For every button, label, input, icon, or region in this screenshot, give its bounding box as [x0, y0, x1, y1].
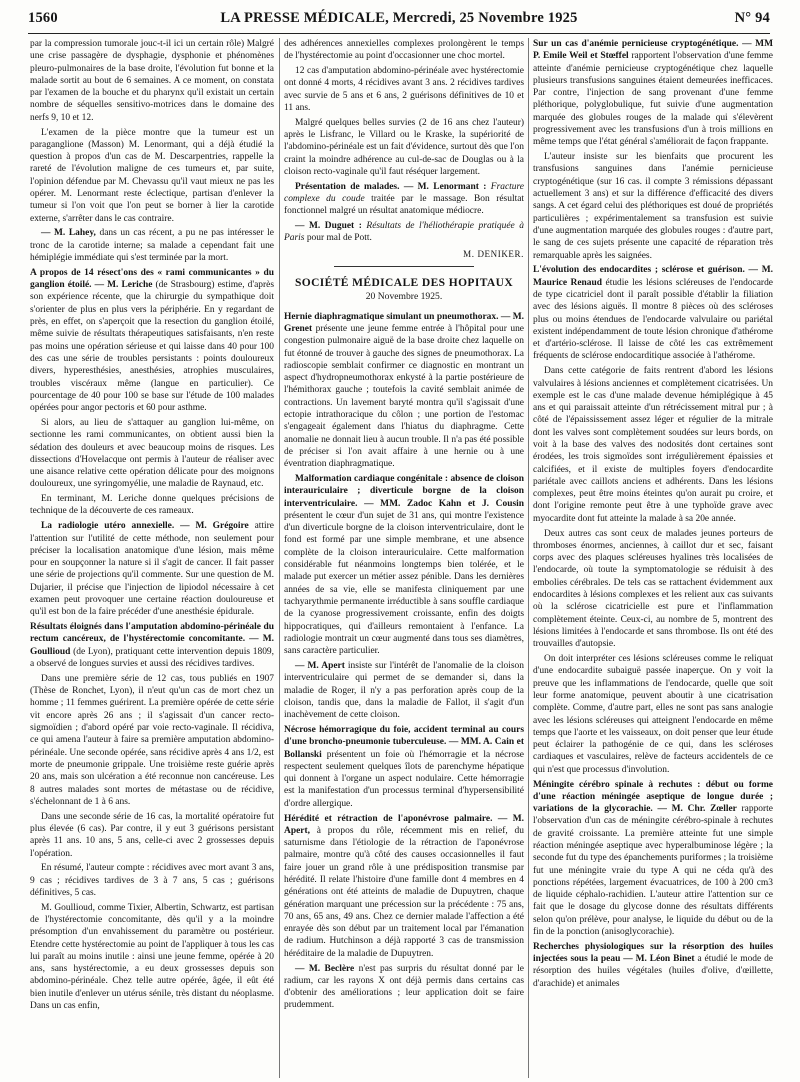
paragraph — [284, 311, 524, 471]
paragraph-text: Malgré quelques belles survies (2 de 16 ans chez l'auteur) après le Lisfranc, le Villard ou le Kraske, la supériorité de l'abdomino-périnéale est un fait d'évidence, surtout dès que l'on craint la moindre adhérence au cul-de-sac de Douglas ou à la cloison recto-vaginale qu'il faut réséquer largement. — [284, 117, 524, 177]
paragraph — [30, 38, 274, 124]
paragraph-text: Si alors, au lieu de s'attaquer au ganglion lui-même, on sectionne les rami communicantes, on obtient aussi bien la sédation des douleurs et avec beaucoup moins de risques. Les dissections d'Hovelacque ont permis à l'auteur de réaliser avec une aisance relative cette opération délicate pour des moignons douloureux, une syringomyélie, une maladie de Raynaud, etc. — [30, 417, 274, 490]
paragraph — [533, 653, 773, 776]
journal-title: LA PRESSE MÉDICALE, Mercredi, 25 Novembre 1925 — [220, 10, 578, 26]
paragraph-text: étudie les lésions scléreuses de l'endocarde de type cicatriciel dont il paraît possible d'établir la filiation avec des lésions aiguës. Il montre 8 pièces où des scléroses plus ou moins étendues de l'endocarde valvulaire ou pariétal existent indépendamment de toute lésion chronique d'athérome et d'artério-sclérose. Il laisse de côté les cas extrêmement fréquents de sclérose endocarditique associée à l'athérome. — [533, 277, 773, 362]
paragraph-italic: Fracture complexe du coude — [284, 181, 524, 205]
paragraph-text: présente une jeune femme entrée à l'hôpital pour une congestion pulmonaire aiguë de la base droite chez laquelle on fut étonné de trouver à gauche des signes de pneumothorax. La radioscopie semblait confirmer ce diagnostic en montrant un aspect d'hydropneumothorax enkysté à la partie postérieure de l'hémithorax gauche ; toutefois la cavité semblait animée de contractions. Un lavement baryté montra qu'il s'agissait d'une ectopie intrathoracique du côlon ; une portion de l'estomac s'engageait également dans l'hiatus du diaphragme. Cette anomalie ne donnait lieu à aucun trouble. Il n'a pas été possible de préciser si l'on avait affaire à une hernie ou à une éventration diaphragmatique. — [284, 323, 524, 470]
paragraph — [284, 813, 524, 961]
column-middle — [284, 38, 524, 1078]
header-rule — [28, 33, 770, 34]
paragraph-text: n'est pas surpris du résultat donné par le radium, car les rayons X ont déjà permis dans certains cas d'obtenir des améliorations ; leur application doit se faire prudemment. — [284, 963, 524, 1011]
paragraph-heading: La radiologie utéro annexielle. — M. Grégoire — [41, 521, 249, 532]
paragraph-text: traitée par le massage. Bon résultat fonctionnel malgré un résultat anatomique médiocre. — [284, 194, 524, 217]
paragraph — [30, 673, 274, 808]
paragraph — [30, 520, 274, 618]
paragraph — [533, 151, 773, 262]
column-divider — [279, 38, 280, 1078]
paragraph — [533, 264, 773, 362]
paragraph — [284, 473, 524, 657]
paragraph — [284, 181, 524, 218]
paragraph-heading: Présentation de malades. — M. Lenormant : — [295, 181, 487, 192]
paragraph-heading: — M. Lahey, — [41, 228, 96, 239]
paragraph-heading: Hérédité et rétraction de l'aponévrose palmaire. — M. Apert, — [284, 813, 524, 836]
paragraph-text: M. Goullioud, comme Tixier, Albertin, Schwartz, est partisan de l'hystérectomie concomitante, dès qu'il y a la moindre présomption d'un envahissement du paramètre ou postérieur. Etendre cette hystérectomie au point de l'appliquer à tous les cas lui paraît au moins inutile : ainsi une jeune femme, opérée à 20 ans, sans hystérectomie, a eu deux grossesses depuis son abdomino-périnéale. Chez telle autre opérée, âgée, il eût été bien inutile d'enlever un utérus sénile, très distant du néoplasme. Dans un cas enfin, — [30, 902, 274, 1012]
paragraph-text: par la compression tumorale jouc-t-il ici un certain rôle) Malgré une crise passagère de dysphagie, dysphonie et phénomènes pleuro-pulmonaires de la base droite, l'évolution fut bonne et la malade sortit au bout de 6 semaines. A ce moment, on constata par l'examen de la bouche et du pharynx qu'il existait un certain nombre de séquelles sensitivo-motrices dans le domaine des nerfs 9, 10 et 12. — [30, 39, 274, 123]
paragraph-text: rapporte l'observation d'un cas de méningite cérébro-spinale à rechutes de gravité croissante. La première atteinte fut une simple réaction méningée aseptique avec hyperalbuminose légère ; la seconde fut du type des épanchements puriformes ; la troisième fut une méningite vraie du type A qui ne céda qu'à des ponctions répétées, largement évacuatrices, de 100 à 200 cm3 de liquide céphalo-rachidien. L'auteur attire l'attention sur ce fait que le dosage du glycose donne des résultats différents selon qu'on prélève, pour analyse, le liquide du début ou de la fin de la ponction (anisoglycorachie). — [533, 804, 773, 938]
paragraph — [30, 902, 274, 1013]
column-right — [533, 38, 773, 1078]
section-rule — [334, 266, 474, 267]
paragraph — [284, 117, 524, 178]
paragraph-text: (de Lyon), pratiquant cette intervention depuis 1809, a observé de longues survies et aussi des récidives tardives. — [30, 646, 274, 670]
paragraph-text: En résumé, l'auteur compte : récidives avec mort avant 3 ans, 9 cas ; récidives tardives de 3 à 7 ans, 5 cas ; guérisons définitives, 5 cas. — [30, 863, 274, 898]
paragraph — [30, 227, 274, 264]
paragraph — [30, 267, 274, 415]
paragraph — [30, 621, 274, 670]
paragraph-text: (de Strasbourg) estime, d'après son expérience récente, que la chirurgie du sympathique doit s'orienter de plus en plus vers la périphérie. En y regardant de près, en effet, on s'aperçoit que la resection du ganglion étoilé, même suivie de résultats thérapeutiques satisfaisants, n'en reste pas moins une opération sérieuse et qui laisse dans 40 pour 100 des cas une série de troubles persistants : points douloureux divers, hyperesthésies, anesthésies, atrophies musculaires, troubles viscéraux même (langue en particulier). Ce pourcentage de 40 pour 100 se base sur l'étude de 100 malades opérées pour angor pectoris et 60 pour asthme. — [30, 280, 274, 414]
paragraph-text: rapportent l'observation d'une femme atteinte d'anémie pernicieuse cryptogénétique chez laquelle plusieurs transfusions sanguines étaient demeurées inefficaces. Par contre, l'injection de sang provenant d'une femme pléthorique, polyglobulique, fut suivie d'une augmentation marquée des globules rouges de la malade qui s'élevèrent progressivement avec les transfusions d'un à trois millions en même temps que l'état général s'améliorait de façon frappante. — [533, 51, 773, 148]
paragraph-text: pour mal de Pott. — [304, 233, 372, 244]
paragraph-text: 12 cas d'amputation abdomino-périnéale avec hystérectomie ont donné 4 morts, 4 récidives avant 3 ans. 2 récidives tardives avec survie de 5 ans et 6 ans, 2 guérisons définitives de 10 et 11 ans. — [284, 66, 524, 113]
issue-number: N° 94 — [734, 10, 770, 26]
column-left — [30, 38, 274, 1078]
paragraph-text: Dans cette catégorie de faits rentrent d'abord les lésions valvulaires à lésions anciennes et complètement cicatrisées. Un exemple est le cas d'une malade devenue hémiplégique à 45 ans et qui paraissait atteinte d'un rétrécissement mitral pur ; à côté de l'épaississement assez léger et régulier de la mitrale dont les valves sont complètement soudées sur leurs bords, on voit à la base des valves des nodosités dont certaines sont érodées, les trois sigmoïdes sont irrégulièrement épaissies et calcifiées, et il existe de multiples foyers d'endocardite pariétale avec caillots anciens et adhérents. Dans les lésions complexes, peut être moins éteintes qu'on aurait pu croire, et dont l'origine remonte peut être à une typhoïde grave avec myocardite dont fut atteinte la malade à sa 20e année. — [533, 366, 773, 524]
paragraph-text: dans un cas récent, a pu ne pas intéresser le tronc de la carotide interne; sa malade a cependant fait une hémiplégie immédiate qui s'est terminée par la mort. — [30, 228, 274, 264]
author-signature: M. DENIKER. — [463, 248, 524, 259]
paragraph-text: présentent le cœur d'un sujet de 31 ans, qui montre l'existence d'un diverticule borgne de la cloison interventriculaire, dont le fond est formé par une simple membrane, et une absence complète de la cloison interauriculaire. Cette malformation considérable fut néanmoins longtemps bien tolérée, et le malade put exercer un métier assez pénible. Dans les dernières années de sa vie, elle se manifesta cliniquement par une tachyarythmie permanente irréductible à sans souffle cardiaque de la cyanose progressivement croissante, enfin des doigts hippocratiques, qui d'ailleurs remontaient à l'enfance. La radiologie montrait un cœur augmenté dans tous ses diamètres, sans caractère particulier. — [284, 510, 524, 657]
paragraph-text: présentent un foie où l'hémorragie et la nécrose respectent seulement quelques îlots de parenchyme hépatique qui donnent à l'organe un aspect nodulaire. Cette hémorragie est la manifestation d'un processus terminal d'hypersensibilité d'ordre allergique. — [284, 749, 524, 809]
paragraph — [533, 365, 773, 525]
paragraph-heading: A propos de 14 résect'ons des « rami communicantes » du ganglion étoilé. — M. Leriche — [30, 267, 274, 291]
running-header — [28, 10, 770, 30]
paragraph-heading: Hernie diaphragmatique simulant un pneumothorax. — M. Grenet — [284, 311, 524, 334]
paragraph-text: Deux autres cas sont ceux de malades jeunes porteurs de thromboses énormes, anciennes, à caillot dur et sec, faisant corps avec des plaques scléreuses hyalines très localisées de l'endocarde, où toute la symptomatologie se réduisit à des embolies cérébrales. De tels cas se rattachent évidemment aux endocardites à lésions complexes et les relient aux cas suivants où la sclérose cicatricielle est pure et l'inflammation complètement éteinte. Ceux-ci, au nombre de 5, montrent des lésions limitées à l'endocarde et sans thrombose. Ils ont été des trouvailles d'autopsie. — [533, 528, 773, 650]
paragraph-heading: Nécrose hémorragique du foie, accident terminal au cours d'une broncho-pneumonie tuberculeuse. — MM. A. Cain et Bollanski — [284, 724, 524, 760]
paragraph-heading: — M. Duguet : — [295, 221, 362, 232]
paragraph — [30, 811, 274, 860]
paragraph-text: Dans une seconde série de 16 cas, la mortalité opératoire fut plus élevée (6 cas). Par contre, il y eut 3 guérisons persistant après 11 ans. 10 ans, 5 ans, celle-ci avec 2 grossesses depuis l'opération. — [30, 811, 274, 859]
paragraph — [284, 65, 524, 114]
paragraph-text: On doit interpréter ces lésions scléreuses comme le reliquat d'une endocardite subaiguë passée inaperçue. On y voit la preuve que les inflammations de l'endocarde, quelle que soit leur forme anatomique, peuvent aboutir à une cicatrisation complète. Comme, d'autre part, elles ne sont pas sans analogie avec les lésions scléreuses qui atteignent l'endocarde en même temps que l'aorte et les vaisseaux, on doit penser que leur étude peut éclairer la pathogénie de ce qui, dans les scléroses cardiaques et vasculaires, relève de facteurs accidentels de ce qui n'est que processus d'involution. — [533, 654, 773, 775]
page-number: 1560 — [28, 10, 58, 26]
paragraph-text: L'auteur insiste sur les bienfaits que procurent les transfusions sanguines dans l'anémie pernicieuse cryptogénétique (sur 16 cas. il compte 3 rémissions dépassant actuellement 3 ans) et sur la différence d'efficacité des divers sangs. A cet égard celui des pléthoriques est doué de propriétés particulières ; expérimentalement sa transfusion est suivie d'une augmentation marquée des globules rouges : d'autre part, le sang de ces sujets présente une capacité de réparation très remarquable après les saignées. — [533, 152, 773, 261]
paragraph-text: Dans une première série de 12 cas, tous publiés en 1907 (Thèse de Ronchet, Lyon), il n'eut qu'un cas de mort chez un homme ; 11 femmes guérirent. La première opérée de cette série vit encore après 26 ans ; il s'agissait d'un cancer recto-sigmoïdien ; d'abord opéré par voie recto-vaginale. Il récidiva, ce qui amena l'auteur à faire sa première amputation abdomino-périnéale. Une seconde opérée, sans récidive après 4 ans 1/2, est morte de pneumonie grippale. Une troisième reste guérie après 20 ans, mais son ulcération a été reconnue non cancéreuse. Les 8 autres malades sont mortes de métastase ou de récidive, s'échelonnant de 1 à 6 ans. — [30, 673, 274, 807]
paragraph-text: En terminant, M. Leriche donne quelques précisions de technique de la découverte de ces rameaux. — [30, 494, 274, 517]
paragraph-heading: — M. Apert — [295, 660, 345, 671]
paragraph — [284, 220, 524, 245]
session-date: 20 Novembre 1925. — [365, 291, 443, 303]
paragraph-italic: Résultats de l'héliothérapie pratiquée à Paris — [284, 221, 524, 244]
paragraph — [284, 38, 524, 63]
paragraph-text: L'examen de la pièce montre que la tumeur est un paraganglione (Masson) M. Lenormant, qui a déjà étudié la question à propos d'un cas de M. Descarpentries, rappelle la rareté de l'évolution maligne de ces tumeurs et, par suite, l'opinion défendue par M. Chevassu qu'il vaut mieux ne pas les opérer. M. Lenormant reste éclectique, partisan d'enlever la tumeur si l'on voit que l'on peut se borner à lier la carotide externe, s'arrêter dans le cas contraire. — [30, 127, 274, 224]
paragraph — [30, 862, 274, 899]
paragraph-heading: Résultats éloignés dans l'amputation abdomino-périnéale du rectum cancéreux, de l'hystérectomie concomitante. — M. Goullioud — [30, 622, 274, 657]
paragraph-text: attire l'attention sur l'utilité de cette méthode, non seulement pour préciser la localisation anatomique d'une lésion, mais même pour en soupçonner la nature si il s'agit de cancer. Il fait passer une série de projections qu'il commente. Sur une question de M. Dujarier, il précise que l'injection de lipiodol nécessaire à cet examen peut provoquer une certaine réaction douloureuse et qu'il est bon de la faire précéder d'une anesthésie épidurale. — [30, 521, 274, 618]
paragraph-heading: Malformation cardiaque congénitale : absence de cloison interauriculaire ; diverticule borgne de la cloison interventriculaire. — MM. Zadoc Kahn et J. Cousin — [284, 474, 524, 509]
paragraph-text: à propos du rôle, récemment mis en relief, du saturnisme dans l'étiologie de la rétraction de l'aponévrose palmaire, montre qu'à côté des causes occasionnelles il faut faire jouer un grand rôle à une prédisposition transmise par hérédité. Il relate l'histoire d'une famille dont 4 membres en 4 générations ont été atteints de maladie de Dupuytren, chaque génération marquant une précession sur la précédente : 75 ans, 70 ans, 65 ans, 49 ans. Chez ce dernier malade l'affection a été enrayée dès son début par un traitement local par l'émanation de radium. Hutchinson a déjà rapporté 3 cas de transmission héréditaire de la maladie de Dupuytren. — [284, 825, 524, 959]
paragraph — [30, 127, 274, 225]
paragraph-text: insiste sur l'intérêt de l'anomalie de la cloison interventriculaire qui permet de se demander si, dans la maladie de Roger, il n'y a pas perforation après coup de la cloison, tandis que, dans la maladie de Fallot, il s'agit d'un inachèvement de cette cloison. — [284, 660, 524, 721]
paragraph-text: des adhérences annexielles complexes prolongèrent le temps de l'hystérectomie au point d'occasionner une choc mortel. — [284, 39, 524, 62]
paragraph — [284, 724, 524, 810]
paragraph-heading: Sur un cas d'anémie pernicieuse cryptogénétique. — MM P. Emile Weil et Stœffel — [533, 39, 773, 62]
paragraph — [284, 963, 524, 1012]
paragraph — [533, 38, 773, 149]
paragraph — [533, 528, 773, 651]
paragraph — [284, 660, 524, 721]
paragraph-text: a étudié le mode de résorption des huiles végétales (huiles d'olive, d'œillette, d'arachide) et animales — [533, 954, 773, 989]
column-divider — [528, 38, 529, 1078]
paragraph-heading: — M. Beclère — [295, 963, 355, 974]
paragraph-heading: Recherches physiologiques sur la résorption des huiles injectées sous la peau — M. Léon Binet — [533, 941, 773, 965]
paragraph — [533, 941, 773, 990]
paragraph — [30, 493, 274, 518]
paragraph-heading: L'évolution des endocardites ; sclérose et guérison. — M. Maurice Renaud — [533, 265, 773, 288]
society-heading: SOCIÉTÉ MÉDICALE DES HOPITAUX — [294, 277, 514, 290]
paragraph — [533, 779, 773, 939]
paragraph — [30, 417, 274, 491]
paragraph-heading: Méningite cérébro spinale à rechutes : début ou forme d'une réaction méningée aseptique de longue durée ; variations de la glycorachie. — M. Chr. Zœller — [533, 779, 773, 815]
